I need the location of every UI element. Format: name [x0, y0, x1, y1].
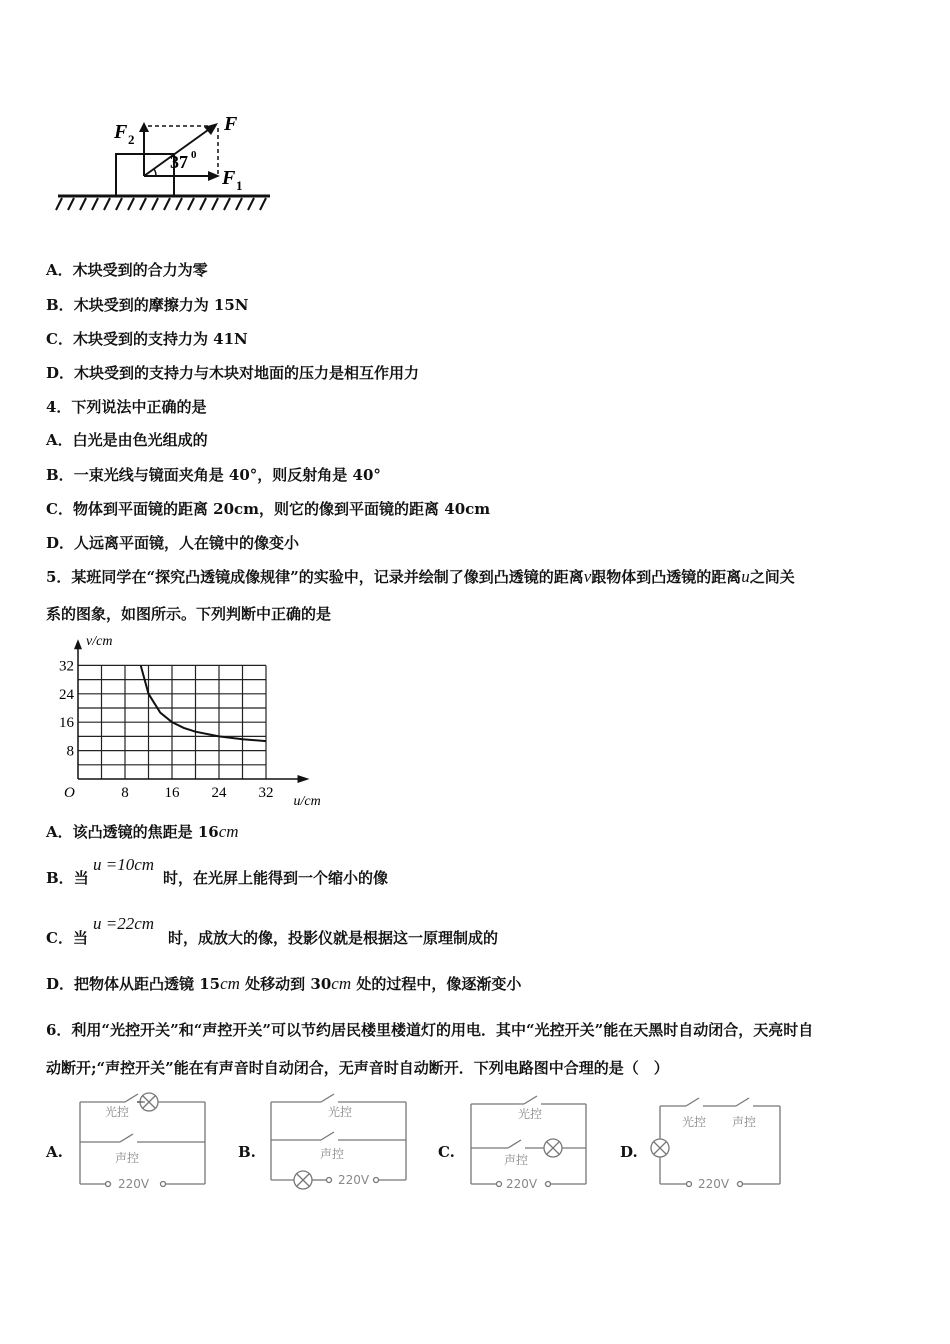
q6-stem-line2: 动断开;“声控开关”能在有声音时自动闭合，无声音时自动断开．下列电路图中合理的是（ ）	[46, 1059, 669, 1077]
svg-text:220V: 220V	[506, 1177, 538, 1191]
y-tick-label: 16	[59, 715, 74, 732]
svg-text:声控: 声控	[732, 1115, 757, 1129]
q5-option-a[interactable]: A．该凸透镜的焦距是 16cm	[46, 822, 239, 841]
svg-text:220V: 220V	[338, 1173, 370, 1187]
y-tick-label: 24	[59, 686, 74, 703]
q3-option-d[interactable]: D．木块受到的支持力与木块对地面的压力是相互作用力	[46, 364, 420, 382]
q4-stem: 4．下列说法中正确的是	[46, 398, 207, 416]
x-tick-label: 8	[121, 785, 129, 801]
x-axis-arrow	[298, 775, 310, 783]
x-axis-label: u/cm	[293, 794, 321, 809]
y-axis-arrow	[74, 639, 82, 649]
svg-text:220V: 220V	[698, 1177, 730, 1191]
origin-label: O	[64, 785, 75, 801]
q5-option-c[interactable]: C．当	[46, 929, 88, 947]
svg-text:声控: 声控	[115, 1151, 140, 1165]
label-degree: 0	[191, 149, 197, 161]
label-f1: F	[222, 167, 236, 189]
q3-option-a[interactable]: A．木块受到的合力为零	[46, 261, 208, 279]
y-tick-label: 32	[59, 658, 74, 675]
q6-option-b-letter[interactable]: B.	[238, 1143, 256, 1161]
svg-text:光控: 光控	[518, 1107, 543, 1121]
label-f2: F	[114, 121, 128, 143]
svg-text:声控: 声控	[504, 1153, 529, 1167]
q5-option-b[interactable]: B．当	[46, 869, 89, 887]
circuit-c[interactable]	[466, 1092, 596, 1192]
svg-text:声控: 声控	[320, 1147, 345, 1161]
q5-option-b-text: 时，在光屏上能得到一个缩小的像	[163, 869, 389, 887]
q6-option-a-letter[interactable]: A.	[46, 1143, 63, 1161]
q4-option-b[interactable]: B．一束光线与镜面夹角是 40°，则反射角是 40°	[46, 466, 381, 484]
series-line	[141, 665, 266, 741]
y-axis-label: v/cm	[86, 634, 113, 650]
q5-option-c-text: 时，成放大的像，投影仪就是根据这一原理制成的	[168, 929, 499, 947]
q5-stem-line1: 5．某班同学在“探究凸透镜成像规律”的实验中，记录并绘制了像到凸透镜的距离v跟物体到凸透镜的距离u之间关	[46, 567, 795, 586]
q3-option-b[interactable]: B．木块受到的摩擦力为 15N	[46, 296, 249, 314]
circuit-a[interactable]	[75, 1092, 210, 1192]
label-f2-sub: 2	[128, 132, 135, 147]
q6-stem-line1: 6．利用“光控开关”和“声控开关”可以节约居民楼里楼道灯的用电．其中“光控开关”能在天黑时自动闭合，天亮时自	[46, 1021, 814, 1039]
label-angle: 37	[170, 152, 188, 172]
circuit-d[interactable]	[648, 1092, 788, 1192]
label-f: F	[224, 113, 238, 135]
q5-stem-line2: 系的图象，如图所示。下列判断中正确的是	[46, 605, 332, 623]
label-f1-sub: 1	[236, 178, 243, 193]
svg-text:光控: 光控	[105, 1105, 130, 1119]
q5-option-b-math: u =10cm	[93, 855, 155, 874]
q4-option-c[interactable]: C．物体到平面镜的距离 20cm，则它的像到平面镜的距离 40cm	[46, 500, 491, 518]
q4-option-a[interactable]: A．白光是由色光组成的	[46, 431, 208, 449]
q6-option-d-letter[interactable]: D.	[620, 1143, 638, 1161]
uv-graph	[40, 632, 330, 812]
svg-text:光控: 光控	[328, 1105, 353, 1119]
q4-option-d[interactable]: D．人远离平面镜，人在镜中的像变小	[46, 534, 300, 552]
q3-option-c[interactable]: C．木块受到的支持力为 41N	[46, 330, 248, 348]
y-tick-label: 8	[66, 743, 74, 760]
q5-option-c-math: u =22cm	[93, 914, 155, 933]
x-tick-label: 32	[258, 785, 274, 801]
force-diagram	[50, 108, 280, 218]
q5-option-d[interactable]: D．把物体从距凸透镜 15cm 处移动到 30cm 处的过程中，像逐渐变小	[46, 974, 522, 993]
q6-option-c-letter[interactable]: C.	[438, 1143, 455, 1161]
x-tick-label: 24	[211, 785, 227, 801]
svg-text:220V: 220V	[118, 1177, 150, 1191]
x-tick-label: 16	[164, 785, 180, 801]
svg-text:光控: 光控	[682, 1115, 707, 1129]
circuit-b[interactable]	[266, 1092, 411, 1192]
